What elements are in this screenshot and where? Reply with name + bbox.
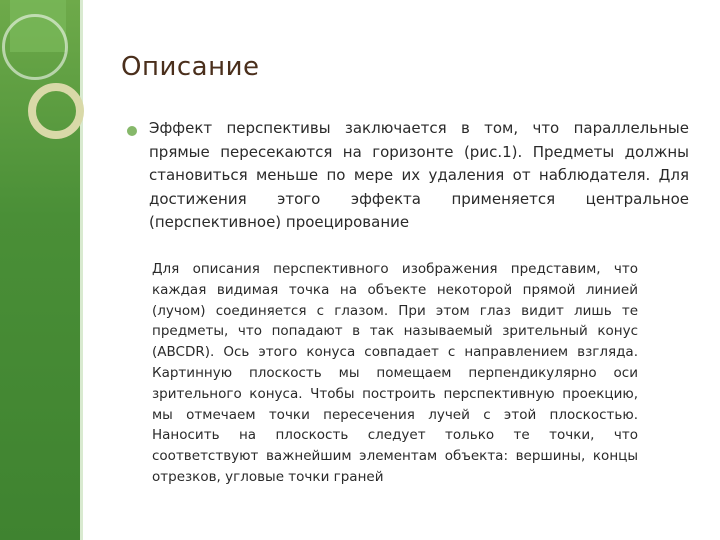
bullet-icon <box>127 126 137 136</box>
decorative-ring-icon <box>2 14 68 80</box>
slide-title: Описание <box>121 52 260 82</box>
body-paragraph: Для описания перспективного изображения представим, что каждая видимая точка на объекте некоторой прямой линией (лучом) соединяется с глазом. При этом глаз видит лишь те предметы, что попадают в так называемый зрительный конус (ABCDR). Ось этого конуса совпадает с направлением взгляда. Картинную плоскость мы помещаем перпендикулярно оси зрительного конуса. Чтобы построить перспективную проекцию, мы отмечаем точки пересечения лучей с этой плоскостью. Наносить на плоскость следует только те точки, что соответствуют важнейшим элементам объекта: вершины, концы отрезков, угловые точки граней <box>152 261 638 485</box>
sidebar-divider <box>80 0 83 540</box>
decorative-circle-icon <box>28 83 84 139</box>
sidebar-decoration <box>0 0 80 540</box>
bullet-text: Эффект перспективы заключается в том, что параллельные прямые пересекаются на горизонте (рис.1). Предметы должны становиться меньше по мере их удаления от наблюдателя. Для достижения этого эффекта применяется центральное (перспективное) проецирование <box>149 119 689 231</box>
